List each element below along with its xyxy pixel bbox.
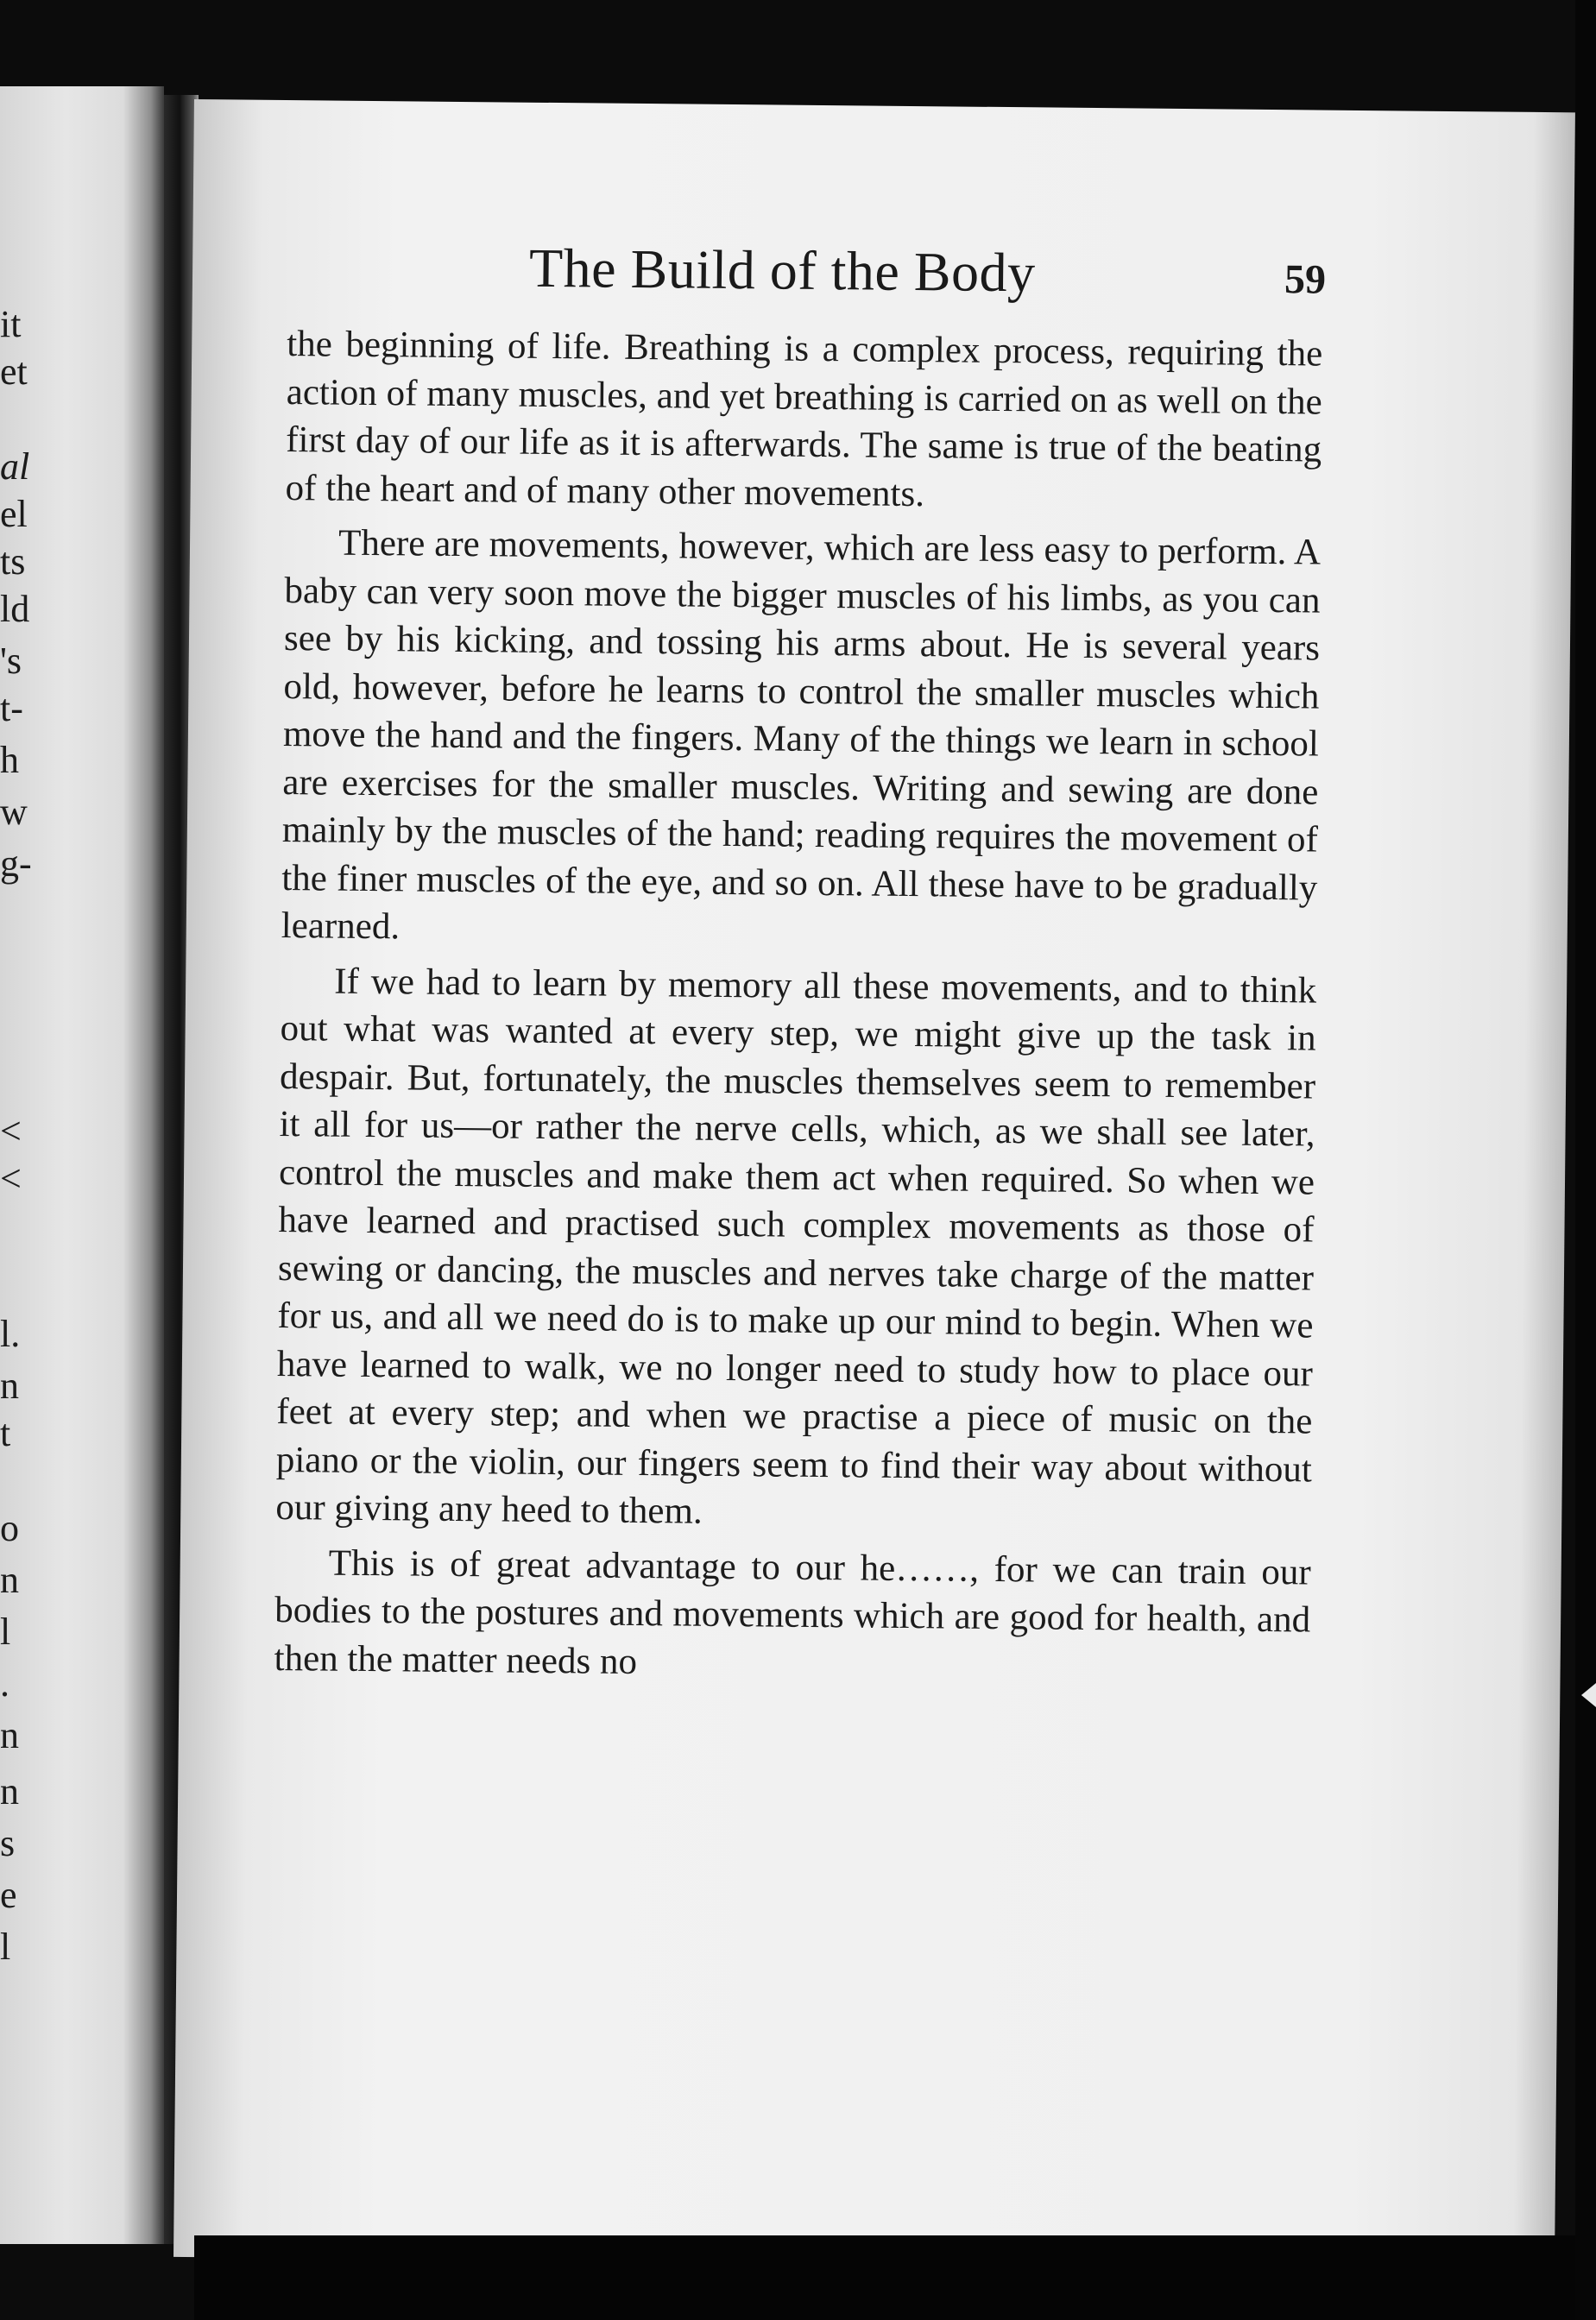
margin-fragment: n (0, 1365, 19, 1407)
margin-fragment: l (0, 1926, 11, 1968)
paragraph: the beginning of life. Breathing is a complex process, requiring the action of many muscles, and yet breathing is carried on as well on the first day of our life as it is afterwards. The same is true of the beating of the heart and of many other movements. (285, 324, 1323, 514)
facing-page-edge (0, 86, 164, 2244)
paragraph: This is of great advantage to our he……, for we can train our bodies to the postures and movements which are good for health, and then the matter needs no (274, 1542, 1311, 1682)
margin-fragment: o (0, 1507, 19, 1549)
margin-fragment: ts (0, 540, 26, 583)
page (173, 99, 1575, 2270)
margin-fragment: ld (0, 588, 30, 630)
margin-fragment: n (0, 1770, 19, 1812)
running-head: The Build of the Body (528, 236, 1036, 304)
margin-fragment: 's (0, 640, 22, 682)
scan-border-bottom (194, 2235, 1593, 2320)
margin-fragment: g- (0, 842, 32, 885)
margin-fragment: al (0, 445, 30, 488)
paragraph: There are movements, however, which are less easy to perform. A baby can very soon move the bigger muscles of his limbs, as you can see by his kicking, and tossing his arms about. He is several years old, however, before he learns to control the smaller muscles which move the hand and the fingers. Many of the things we learn in school are exercises for the smaller muscles. Writing and sewing are done mainly by the muscles of the hand; reading requires the movement of the finer muscles of the eye, and so on. All these have to be gradually learned. (281, 522, 1322, 948)
margin-fragment: e (0, 1874, 17, 1916)
margin-fragment: w (0, 791, 28, 833)
margin-fragment: t (0, 1412, 11, 1454)
edge-mark-icon (1581, 1683, 1596, 1707)
margin-fragment: et (0, 350, 28, 393)
paragraph: If we had to learn by memory all these movements, and to think out what was wanted at every step, we might give up the task in despair. But, fortunately, the muscles themselves seem to remember it all for us—or rather the nerve cells, which, as we shall see later, control the muscles and make them act when required. So when we have learned and practised such complex movements as those of sewing or dancing, the muscles and nerves take charge of the matter for us, and all we need do is to make up our mind to begin. When we have learned to walk, we no longer need to study how to place our feet at every step; and when we practise a piece of music on the piano or the violin, our fingers seem to find their way about without our giving any heed to them. (275, 961, 1317, 1532)
margin-fragment: n (0, 1714, 19, 1756)
margin-fragment: l. (0, 1313, 21, 1355)
margin-fragment: n (0, 1559, 19, 1601)
margin-fragment: < (0, 1110, 22, 1152)
body-text (274, 320, 1322, 1699)
margin-fragment: < (0, 1157, 22, 1200)
scan-border-right (1575, 0, 1596, 2320)
margin-fragment: s (0, 1822, 16, 1864)
page-header (192, 233, 1574, 332)
margin-fragment: it (0, 303, 22, 345)
page-number: 59 (1284, 256, 1327, 303)
margin-fragment: . (0, 1662, 9, 1705)
margin-fragment: h (0, 739, 19, 781)
margin-fragment: el (0, 493, 28, 535)
margin-fragment: l (0, 1611, 11, 1653)
margin-fragment: t- (0, 687, 23, 729)
